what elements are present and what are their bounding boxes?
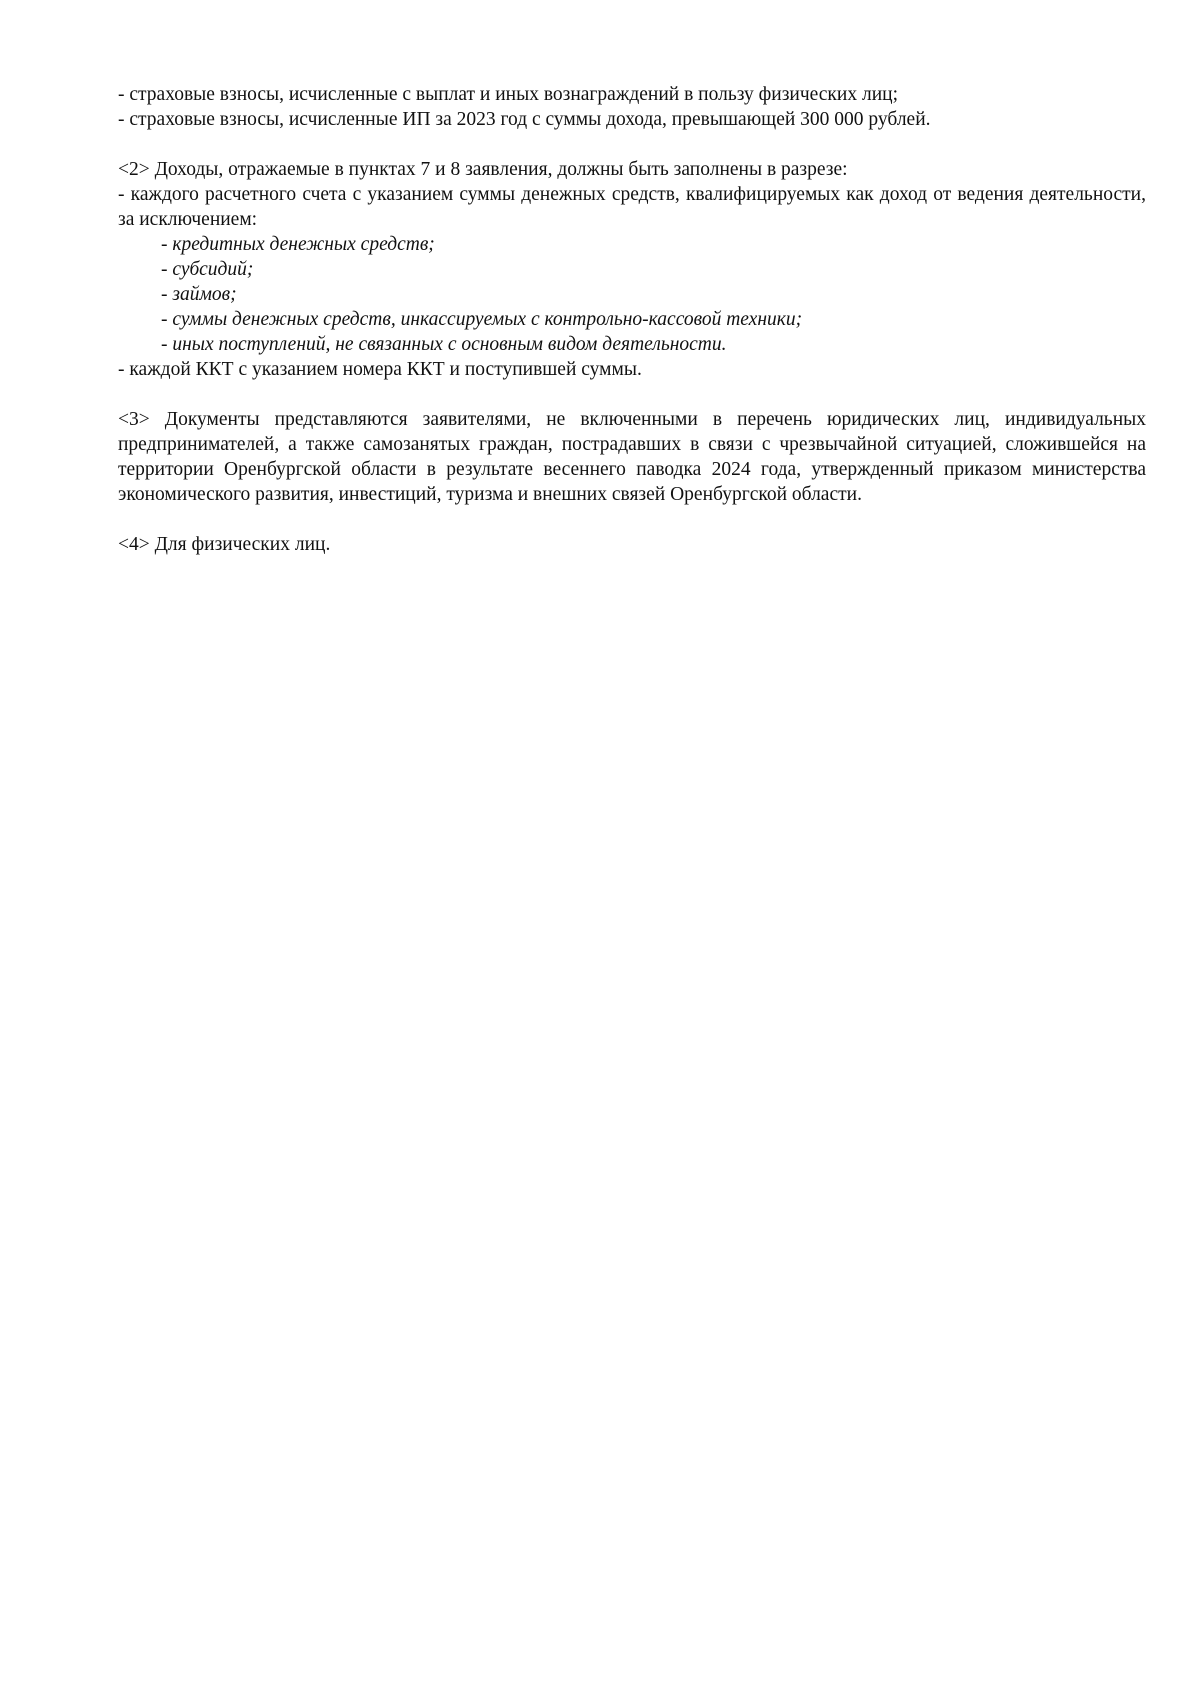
intro-line-ip-insurance: - страховые взносы, исчисленные ИП за 2023 год с суммы дохода, превышающей 300 000 рублей. [118, 109, 931, 130]
exclusion-item: - кредитных денежных средств; [161, 234, 435, 255]
footnote-2-lead: <2> Доходы, отражаемые в пунктах 7 и 8 заявления, должны быть заполнены в разрезе: [118, 159, 848, 180]
paragraph-gap [118, 132, 1146, 157]
footnote-3: <3> Документы представляются заявителями, не включенными в перечень юридических лиц, индивидуальных предпринимателей, а также самозанятых граждан, пострадавших в связи с чрезвычайной ситуацией, сложившейся на территории Оренбургской области в результате весеннего паводка 2024 года, утвержденный приказом министерства экономического развития, инвестиций, туризма и внешних связей Оренбургской области. [118, 409, 1146, 505]
paragraph-gap [118, 507, 1146, 532]
exclusion-item: - суммы денежных средств, инкассируемых с контрольно-кассовой техники; [161, 309, 803, 330]
document-body [118, 82, 1146, 557]
footnote-2-account-line: - каждого расчетного счета с указанием суммы денежных средств, квалифицируемых как доход от ведения деятельности, за исключением: [118, 184, 1146, 230]
paragraph-gap [118, 382, 1146, 407]
footnote-2 [118, 157, 1146, 382]
exclusion-item: - займов; [161, 284, 237, 305]
intro-line-insurance-payments: - страховые взносы, исчисленные с выплат и иных вознаграждений в пользу физических лиц; [118, 84, 898, 105]
footnote-4: <4> Для физических лиц. [118, 534, 331, 555]
exclusion-item: - иных поступлений, не связанных с основным видом деятельности. [161, 334, 727, 355]
footnote-2-kkt-line: - каждой ККТ с указанием номера ККТ и поступившей суммы. [118, 359, 642, 380]
exclusion-item: - субсидий; [161, 259, 254, 280]
